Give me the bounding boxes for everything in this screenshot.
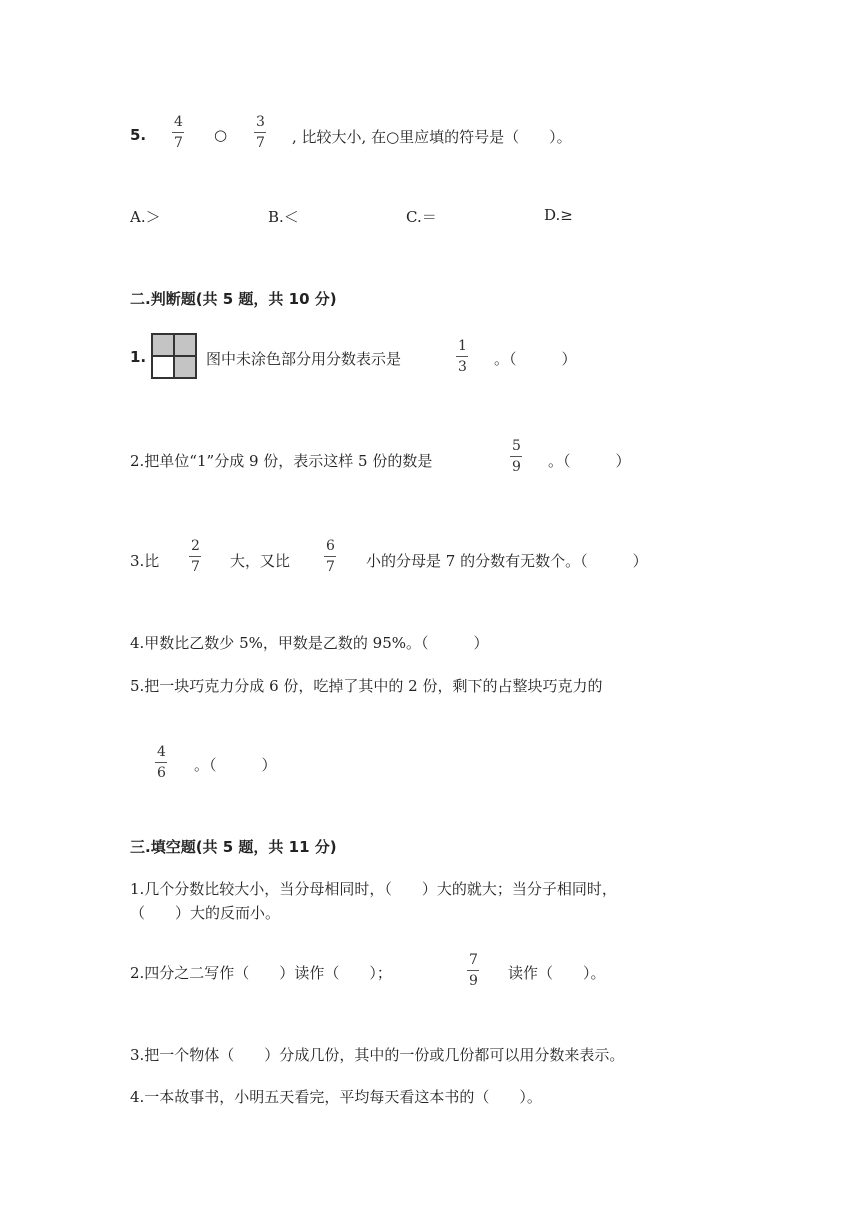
comparison-circle: ○ bbox=[214, 126, 228, 144]
fraction-numerator: 6 bbox=[326, 538, 335, 554]
question-text: 1.几个分数比较大小，当分母相同时，（ ）大的就大；当分子相同时， bbox=[130, 880, 617, 898]
question-text: 2.把单位“1”分成 9 份，表示这样 5 份的数是 bbox=[130, 452, 433, 470]
question-text: 3.比 bbox=[130, 552, 160, 570]
fraction-numerator: 4 bbox=[174, 114, 183, 130]
fraction bbox=[324, 538, 337, 575]
question-text: 小的分母是 7 的分数有无数个。（ ） bbox=[366, 552, 648, 570]
fraction-denominator: 7 bbox=[174, 135, 183, 151]
question-text: 3.把一个物体（ ）分成几份，其中的一份或几份都可以用分数来表示。 bbox=[130, 1046, 625, 1064]
fraction-denominator: 7 bbox=[326, 559, 335, 575]
option-a: A.＞ bbox=[130, 208, 161, 226]
option-d: D.≥ bbox=[544, 206, 573, 224]
fraction bbox=[254, 114, 267, 151]
fraction-denominator: 7 bbox=[191, 559, 200, 575]
fraction-numerator: 4 bbox=[157, 744, 166, 760]
fraction bbox=[510, 438, 523, 475]
question-number: 1. bbox=[130, 348, 147, 366]
question-text: , 比较大小, 在○里应填的符号是（ ）。 bbox=[292, 128, 572, 146]
fraction-numerator: 7 bbox=[469, 952, 478, 968]
question-text: 图中未涂色部分用分数表示是 bbox=[206, 350, 402, 368]
fraction-denominator: 9 bbox=[512, 459, 521, 475]
question-number: 5. bbox=[130, 126, 147, 144]
fraction bbox=[467, 952, 480, 989]
answer-blank: 。（ ） bbox=[548, 452, 631, 470]
fraction-denominator: 9 bbox=[469, 973, 478, 989]
grid-cell-shaded bbox=[174, 334, 196, 356]
fraction bbox=[172, 114, 185, 151]
question-text: 大，又比 bbox=[230, 552, 291, 570]
option-b: B.＜ bbox=[268, 208, 299, 226]
answer-blank: 。（ ） bbox=[194, 756, 277, 774]
fraction-denominator: 7 bbox=[256, 135, 265, 151]
grid-cell-shaded bbox=[174, 356, 196, 378]
fraction-numerator: 1 bbox=[458, 338, 467, 354]
grid-cell-shaded bbox=[152, 334, 174, 356]
fraction-numerator: 5 bbox=[512, 438, 521, 454]
fraction-numerator: 3 bbox=[256, 114, 265, 130]
fraction bbox=[189, 538, 202, 575]
question-text: 读作（ ）。 bbox=[508, 964, 606, 982]
shaded-grid-figure bbox=[151, 333, 197, 379]
section-title: 二.判断题(共 5 题，共 10 分) bbox=[130, 290, 337, 308]
question-text: 2.四分之二写作（ ）读作（ ）； bbox=[130, 964, 392, 982]
answer-blank: 。（ ） bbox=[494, 350, 577, 368]
fraction bbox=[456, 338, 469, 375]
section-title: 三.填空题(共 5 题，共 11 分) bbox=[130, 838, 337, 856]
fraction-numerator: 2 bbox=[191, 538, 200, 554]
fraction-denominator: 6 bbox=[157, 765, 166, 781]
question-text: 4.甲数比乙数少 5%，甲数是乙数的 95%。（ ） bbox=[130, 634, 489, 652]
grid-cell-unshaded bbox=[152, 356, 174, 378]
fraction bbox=[155, 744, 168, 781]
option-c: C.＝ bbox=[406, 208, 437, 226]
question-text: （ ）大的反而小。 bbox=[130, 904, 281, 922]
question-text: 5.把一块巧克力分成 6 份，吃掉了其中的 2 份，剩下的占整块巧克力的 bbox=[130, 677, 603, 695]
question-text: 4.一本故事书，小明五天看完，平均每天看这本书的（ ）。 bbox=[130, 1088, 542, 1106]
fraction-denominator: 3 bbox=[458, 359, 467, 375]
